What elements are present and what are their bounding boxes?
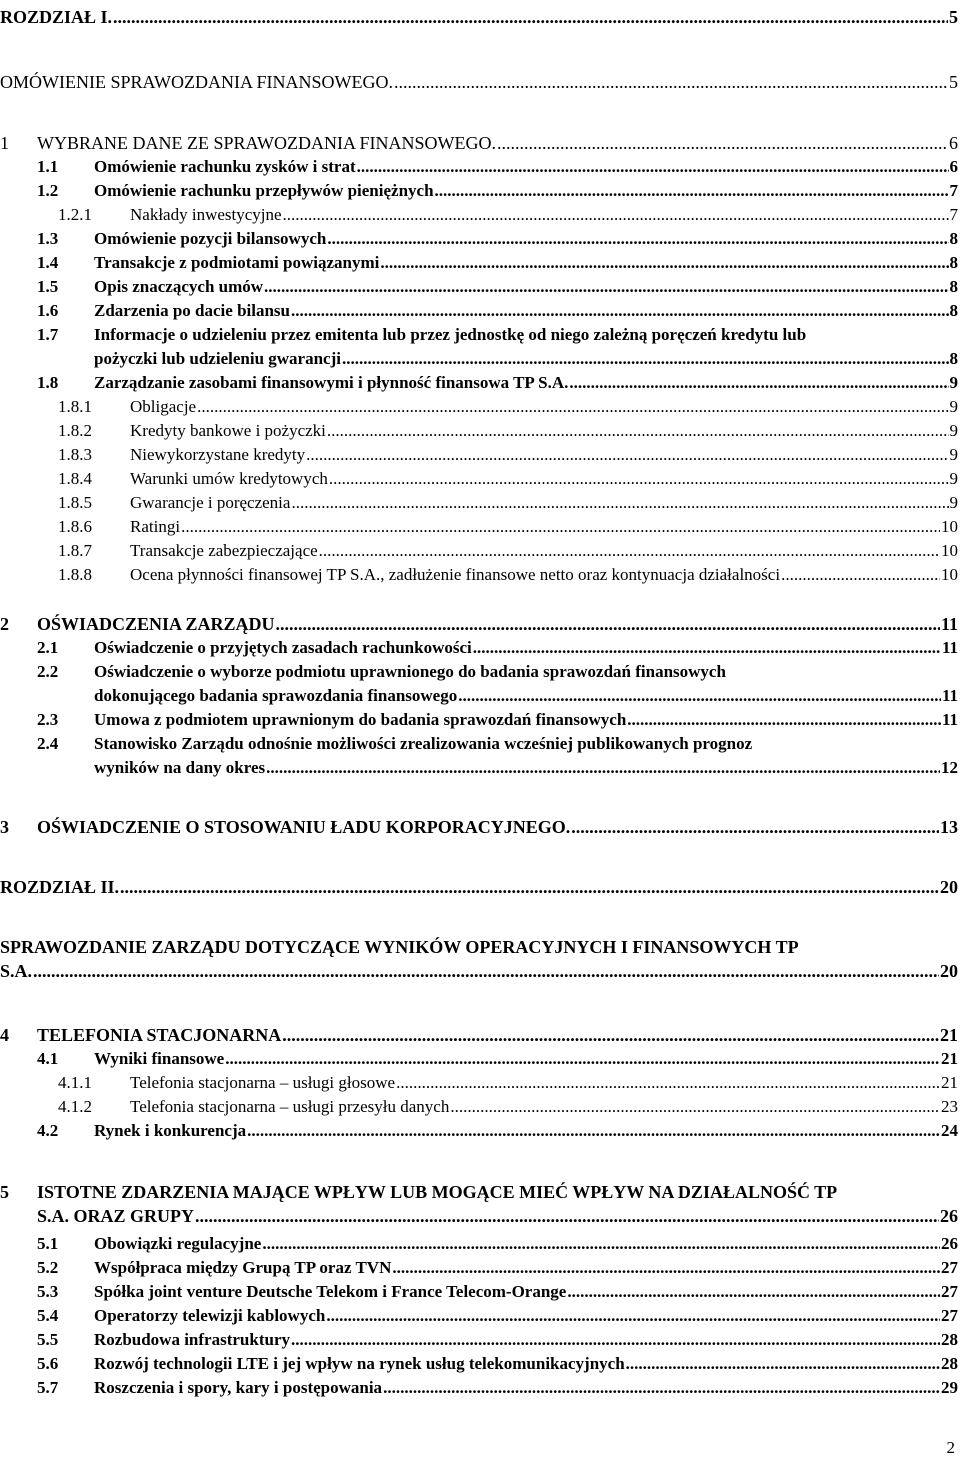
dot-leader (458, 684, 941, 708)
toc-entry-title: Umowa z podmiotem uprawnionym do badania sprawozdań finansowych (94, 710, 627, 729)
dot-leader (266, 756, 940, 780)
toc-page-number: 24 (941, 1121, 958, 1140)
toc-entry[interactable] (0, 179, 960, 203)
toc-entry[interactable] (0, 708, 960, 732)
toc-entry-title: Omówienie rachunku zysków i strat (94, 157, 356, 176)
toc-entry-number: 2.2 (37, 662, 59, 681)
toc-entry[interactable] (0, 875, 960, 899)
toc-entry-title: Omówienie pozycji bilansowych (94, 229, 327, 248)
toc-page-number: 26 (940, 1206, 958, 1226)
toc-entry-number: 2.1 (37, 638, 59, 657)
dot-leader (264, 275, 948, 299)
toc-page-number: 11 (940, 614, 958, 634)
toc-entry-number: 4.2 (37, 1121, 59, 1140)
toc-entry[interactable] (0, 1376, 960, 1400)
toc-entry-title: TELEFONIA STACJONARNA (37, 1025, 282, 1045)
toc-entry[interactable] (0, 563, 960, 587)
toc-entry[interactable] (0, 70, 960, 94)
toc-page-number: 9 (949, 421, 958, 440)
toc-entry-title: Stanowisko Zarządu odnośnie możliwości zrealizowania wcześniej publikowanych prognoz (94, 734, 753, 753)
toc-entry-title: Zarządzanie zasobami finansowymi i płynność finansowa TP S.A. (94, 373, 569, 392)
dot-leader (291, 491, 948, 515)
toc-entry-title: Transakcje z podmiotami powiązanymi (94, 253, 380, 272)
toc-entry-number: 2.4 (37, 734, 59, 753)
toc-entry[interactable] (0, 935, 960, 959)
toc-entry[interactable] (0, 1180, 960, 1204)
toc-entry[interactable] (0, 323, 960, 347)
dot-leader (781, 563, 940, 587)
toc-entry-title: Rozwój technologii LTE i jej wpływ na rynek usług telekomunikacyjnych (94, 1354, 625, 1373)
toc-page-number: 27 (941, 1258, 958, 1277)
toc-page-number: 23 (941, 1097, 958, 1116)
page-number: 2 (946, 1438, 955, 1457)
toc-entry[interactable] (0, 443, 960, 467)
toc-entry-title: WYBRANE DANE ZE SPRAWOZDANIA FINANSOWEGO. (37, 133, 497, 153)
dot-leader (291, 299, 948, 323)
toc-entry-number: 1.8 (37, 373, 59, 392)
dot-leader (181, 515, 940, 539)
toc-entry-title: OMÓWIENIE SPRAWOZDANIA FINANSOWEGO. (0, 72, 394, 92)
toc-entry-number: 1.5 (37, 277, 59, 296)
toc-entry-title: Omówienie rachunku przepływów pieniężnych (94, 181, 434, 200)
toc-entry-number: 1.8.7 (58, 541, 92, 560)
toc-page-number: 27 (941, 1282, 958, 1301)
toc-entry-title: Spółka joint venture Deutsche Telekom i France Telecom-Orange (94, 1282, 567, 1301)
toc-entry[interactable] (0, 515, 960, 539)
toc-entry-number: 5 (0, 1182, 9, 1202)
toc-entry[interactable] (0, 203, 960, 227)
dot-leader (247, 1119, 940, 1143)
toc-entry[interactable] (0, 491, 960, 515)
toc-entry-number: 5.7 (37, 1378, 59, 1397)
toc-entry[interactable] (0, 732, 960, 756)
dot-leader (342, 347, 949, 371)
dot-leader (327, 419, 949, 443)
toc-entry-title: wyników na dany okres (94, 758, 266, 777)
toc-entry-number: 4.1.2 (58, 1097, 92, 1116)
toc-entry-title: Nakłady inwestycyjne (130, 205, 282, 224)
toc-entry[interactable] (0, 131, 960, 155)
toc-entry[interactable] (0, 1023, 960, 1047)
toc-entry-continuation[interactable] (0, 347, 960, 371)
toc-entry-number: 1.1 (37, 157, 59, 176)
toc-entry-continuation[interactable] (0, 756, 960, 780)
toc-entry-title: Informacje o udzieleniu przez emitenta lub przez jednostkę od niego zależną poręczeń kredytu lub (94, 325, 807, 344)
toc-entry[interactable] (0, 1119, 960, 1143)
toc-entry[interactable] (0, 660, 960, 684)
toc-entry[interactable] (0, 1352, 960, 1376)
toc-entry[interactable] (0, 636, 960, 660)
dot-leader (120, 875, 939, 899)
toc-entry-title: Niewykorzystane kredyty (130, 445, 306, 464)
dot-leader (626, 1352, 940, 1376)
toc-page-number: 6 (949, 133, 958, 153)
dot-leader (197, 395, 948, 419)
dot-leader (113, 5, 948, 29)
toc-entry-title: Oświadczenie o przyjętych zasadach rachunkowości (94, 638, 472, 657)
toc-entry-number: 2.3 (37, 710, 59, 729)
toc-entry-title: ISTOTNE ZDARZENIA MAJĄCE WPŁYW LUB MOGĄCE MIEĆ WPŁYW NA DZIAŁALNOŚĆ TP (37, 1182, 838, 1202)
dot-leader (473, 636, 941, 660)
toc-page-number: 9 (949, 397, 958, 416)
dot-leader (33, 959, 939, 983)
dot-leader (435, 179, 949, 203)
dot-leader (392, 1256, 940, 1280)
toc-page-number: 13 (940, 817, 958, 837)
toc-page-number: 26 (941, 1234, 958, 1253)
toc-page-number: 10 (941, 565, 958, 584)
dot-leader (329, 467, 949, 491)
toc-entry-number: 1.8.3 (58, 445, 92, 464)
toc-entry-number: 1.8.2 (58, 421, 92, 440)
toc-entry[interactable] (0, 1256, 960, 1280)
toc-page-number: 8 (949, 349, 958, 368)
toc-entry-number: 5.2 (37, 1258, 59, 1277)
toc-page-number: 10 (941, 517, 958, 536)
toc-entry-number: 1.8.6 (58, 517, 92, 536)
toc-entry[interactable] (0, 1232, 960, 1256)
dot-leader (276, 612, 940, 636)
toc-entry-continuation[interactable] (0, 684, 960, 708)
toc-entry-number: 1.7 (37, 325, 59, 344)
toc-page-number: 20 (940, 961, 958, 981)
dot-leader (383, 1376, 940, 1400)
toc-entry-title: Telefonia stacjonarna – usługi przesyłu danych (130, 1097, 450, 1116)
toc-entry-title: Opis znaczących umów (94, 277, 264, 296)
toc-page-number: 7 (949, 181, 958, 200)
toc-entry[interactable] (0, 371, 960, 395)
toc-entry[interactable] (0, 612, 960, 636)
toc-entry[interactable] (0, 1095, 960, 1119)
toc-entry[interactable] (0, 1328, 960, 1352)
toc-entry-title: pożyczki lub udzieleniu gwarancji (94, 349, 341, 368)
toc-entry[interactable] (0, 155, 960, 179)
toc-page-number: 20 (940, 877, 958, 897)
toc-page-number: 5 (949, 7, 958, 27)
toc-entry-title: dokonującego badania sprawozdania finansowego (94, 686, 458, 705)
toc-entry-number: 1.8.8 (58, 565, 92, 584)
dot-leader (319, 539, 940, 563)
toc-entry-title: Oświadczenie o wyborze podmiotu uprawnionego do badania sprawozdań finansowych (94, 662, 726, 681)
toc-entry-title: Współpraca między Grupą TP oraz TVN (94, 1258, 392, 1277)
dot-leader (282, 1023, 939, 1047)
toc-entry-number: 4 (0, 1025, 9, 1045)
toc-entry-number: 1.6 (37, 301, 59, 320)
toc-page-number: 28 (941, 1354, 958, 1373)
dot-leader (262, 1232, 940, 1256)
toc-entry-number: 3 (0, 817, 9, 837)
dot-leader (450, 1095, 940, 1119)
toc-page-number: 9 (949, 373, 958, 392)
toc-entry-title: Kredyty bankowe i pożyczki (130, 421, 326, 440)
toc-entry-number: 1.2.1 (58, 205, 92, 224)
dot-leader (394, 70, 948, 94)
toc-entry-number: 1.3 (37, 229, 59, 248)
dot-leader (569, 371, 948, 395)
toc-entry-title: Ocena płynności finansowej TP S.A., zadłużenie finansowe netto oraz kontynuacja działalności (130, 565, 781, 584)
toc-page-number: 28 (941, 1330, 958, 1349)
toc-page-number: 12 (941, 758, 958, 777)
toc-entry-title: OŚWIADCZENIA ZARZĄDU (37, 614, 275, 634)
toc-entry[interactable] (0, 1280, 960, 1304)
toc-page-number: 8 (949, 253, 958, 272)
dot-leader (306, 443, 948, 467)
dot-leader (283, 203, 949, 227)
dot-leader (571, 815, 939, 839)
toc-entry-title: S.A. (0, 961, 33, 981)
toc-page-number: 8 (949, 229, 958, 248)
toc-entry-title: Operatorzy telewizji kablowych (94, 1306, 326, 1325)
toc-page-number: 27 (941, 1306, 958, 1325)
toc-entry-title: Obligacje (130, 397, 197, 416)
toc-entry[interactable] (0, 1047, 960, 1071)
toc-page-number: 8 (949, 277, 958, 296)
toc-entry-title: ROZDZIAŁ I. (0, 7, 113, 27)
toc-entry[interactable] (0, 815, 960, 839)
dot-leader (567, 1280, 940, 1304)
toc-entry[interactable] (0, 467, 960, 491)
toc-entry-title: Gwarancje i poręczenia (130, 493, 291, 512)
toc-entry-title: Telefonia stacjonarna – usługi głosowe (130, 1073, 396, 1092)
toc-page-number: 9 (949, 469, 958, 488)
toc-entry-number: 4.1 (37, 1049, 59, 1068)
dot-leader (396, 1071, 940, 1095)
toc-entry-title: Warunki umów kredytowych (130, 469, 328, 488)
toc-entry-number: 5.1 (37, 1234, 59, 1253)
toc-entry-title: Ratingi (130, 517, 181, 536)
toc-entry-number: 1 (0, 133, 9, 153)
toc-entry-number: 5.4 (37, 1306, 59, 1325)
dot-leader (357, 155, 949, 179)
dot-leader (326, 1304, 940, 1328)
toc-page-number: 29 (941, 1378, 958, 1397)
toc-page-number: 8 (949, 301, 958, 320)
toc-entry[interactable] (0, 395, 960, 419)
toc-entry-number: 2 (0, 614, 9, 634)
toc-entry-number: 5.5 (37, 1330, 59, 1349)
toc-entry-number: 1.4 (37, 253, 59, 272)
toc-entry[interactable] (0, 227, 960, 251)
toc-page-number: 6 (949, 157, 958, 176)
toc-page-number: 11 (941, 638, 958, 657)
toc-page-number: 5 (949, 72, 958, 92)
dot-leader (327, 227, 948, 251)
dot-leader (627, 708, 941, 732)
toc-entry-number: 1.8.4 (58, 469, 92, 488)
toc-entry-continuation[interactable] (0, 1204, 960, 1228)
toc-entry-number: 4.1.1 (58, 1073, 92, 1092)
toc-page-number: 11 (941, 686, 958, 705)
toc-entry-title: S.A. ORAZ GRUPY (37, 1206, 195, 1226)
toc-entry-title: Zdarzenia po dacie bilansu (94, 301, 291, 320)
toc-entry-title: Rynek i konkurencja (94, 1121, 247, 1140)
toc-entry[interactable] (0, 419, 960, 443)
toc-entry-number: 1.2 (37, 181, 59, 200)
toc-page-number: 21 (941, 1073, 958, 1092)
dot-leader (195, 1204, 939, 1228)
toc-page-number: 10 (941, 541, 958, 560)
toc-entry-number: 1.8.5 (58, 493, 92, 512)
dot-leader (497, 131, 948, 155)
toc-page-number: 7 (949, 205, 958, 224)
toc-page-number: 9 (949, 445, 958, 464)
toc-entry[interactable] (0, 275, 960, 299)
toc-entry-title: Rozbudowa infrastruktury (94, 1330, 290, 1349)
toc-entry-number: 1.8.1 (58, 397, 92, 416)
toc-entry-number: 5.6 (37, 1354, 59, 1373)
toc-entry[interactable] (0, 1071, 960, 1095)
toc-entry[interactable] (0, 5, 960, 29)
toc-entry-title: Obowiązki regulacyjne (94, 1234, 262, 1253)
toc-entry-continuation[interactable] (0, 959, 960, 983)
toc-entry[interactable] (0, 1304, 960, 1328)
dot-leader (291, 1328, 940, 1352)
dot-leader (225, 1047, 940, 1071)
toc-entry[interactable] (0, 251, 960, 275)
toc-entry-title: OŚWIADCZENIE O STOSOWANIU ŁADU KORPORACYJNEGO. (37, 817, 571, 837)
dot-leader (380, 251, 948, 275)
toc-entry-title: Wyniki finansowe (94, 1049, 225, 1068)
toc-entry-title: ROZDZIAŁ II. (0, 877, 120, 897)
toc-page-number: 21 (941, 1049, 958, 1068)
toc-page-number: 11 (941, 710, 958, 729)
toc-entry[interactable] (0, 539, 960, 563)
toc-entry-number: 5.3 (37, 1282, 59, 1301)
toc-entry-title: Transakcje zabezpieczające (130, 541, 318, 560)
toc-entry-title: Roszczenia i spory, kary i postępowania (94, 1378, 383, 1397)
toc-page-number: 21 (940, 1025, 958, 1045)
toc-entry-title: SPRAWOZDANIE ZARZĄDU DOTYCZĄCE WYNIKÓW OPERACYJNYCH I FINANSOWYCH TP (0, 937, 799, 957)
toc-page-number: 9 (949, 493, 958, 512)
toc-entry[interactable] (0, 299, 960, 323)
